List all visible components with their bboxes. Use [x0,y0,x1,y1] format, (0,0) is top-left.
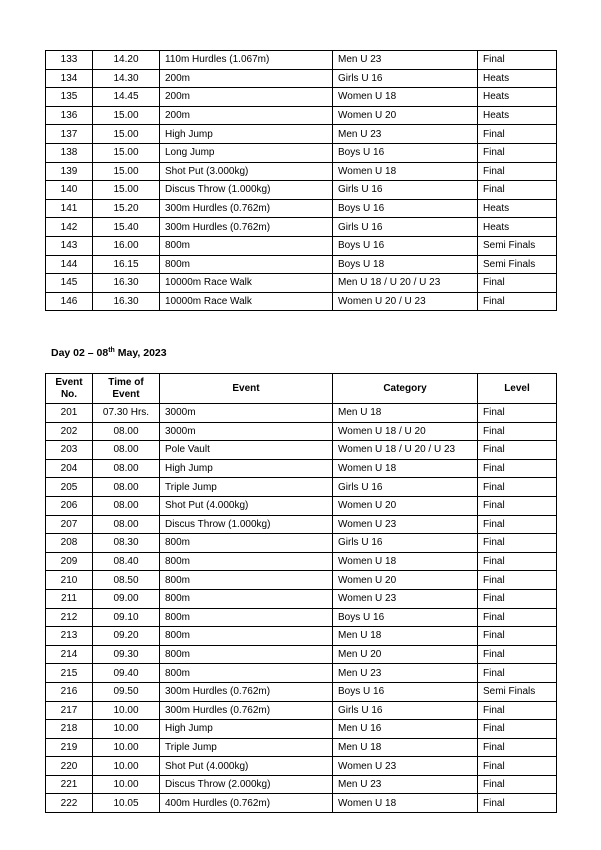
cell-level: Final [478,608,557,627]
cell-time: 08.00 [93,441,160,460]
cell-event-no: 219 [46,738,93,757]
cell-level: Semi Finals [478,236,557,255]
cell-event: 10000m Race Walk [160,292,333,311]
table-row [46,236,557,255]
table-row [46,571,557,590]
cell-category: Women U 20 / U 23 [333,292,478,311]
table-row [46,125,557,144]
cell-event-no: 137 [46,125,93,144]
cell-level: Final [478,757,557,776]
table-row [46,552,557,571]
cell-level: Final [478,181,557,200]
cell-event: Shot Put (4.000kg) [160,757,333,776]
cell-event-no: 207 [46,515,93,534]
cell-category: Boys U 16 [333,682,478,701]
cell-event: 800m [160,645,333,664]
cell-category: Girls U 16 [333,218,478,237]
table-row [46,106,557,125]
header-event-no-line1: Event [55,376,83,388]
table-row [46,496,557,515]
cell-level: Semi Finals [478,682,557,701]
table-row [46,88,557,107]
cell-level: Final [478,51,557,70]
cell-category: Men U 18 [333,627,478,646]
table-row [46,162,557,181]
schedule-table-day2-body [46,404,557,813]
table-row [46,627,557,646]
day2-heading-prefix: Day 02 – 08 [51,347,109,359]
cell-event-no: 134 [46,69,93,88]
cell-time: 08.00 [93,515,160,534]
cell-event-no: 206 [46,496,93,515]
table-row [46,534,557,553]
table-row [46,757,557,776]
cell-event: 10000m Race Walk [160,274,333,293]
table-row [46,255,557,274]
cell-time: 10.05 [93,794,160,813]
cell-level: Final [478,664,557,683]
cell-level: Final [478,496,557,515]
cell-category: Girls U 16 [333,181,478,200]
table-row [46,701,557,720]
table-row [46,218,557,237]
table-row [46,515,557,534]
table-row [46,775,557,794]
cell-time: 15.00 [93,162,160,181]
cell-event: 300m Hurdles (0.762m) [160,218,333,237]
table-row [46,181,557,200]
cell-event-no: 144 [46,255,93,274]
schedule-table-day1 [45,50,557,311]
cell-category: Women U 23 [333,589,478,608]
cell-time: 08.00 [93,496,160,515]
table-header [46,374,557,404]
cell-level: Heats [478,199,557,218]
cell-category: Women U 23 [333,515,478,534]
cell-category: Women U 18 [333,459,478,478]
cell-event: 300m Hurdles (0.762m) [160,701,333,720]
cell-category: Girls U 16 [333,478,478,497]
cell-level: Final [478,459,557,478]
cell-category: Men U 16 [333,720,478,739]
cell-category: Women U 18 [333,794,478,813]
cell-event: 800m [160,255,333,274]
cell-level: Final [478,552,557,571]
cell-category: Women U 18 / U 20 / U 23 [333,441,478,460]
cell-time: 10.00 [93,720,160,739]
header-level: Level [478,374,557,404]
cell-time: 07.30 Hrs. [93,404,160,423]
cell-event-no: 213 [46,627,93,646]
table-row [46,738,557,757]
cell-category: Men U 18 / U 20 / U 23 [333,274,478,293]
cell-event: Long Jump [160,143,333,162]
cell-event: 800m [160,236,333,255]
cell-event: 110m Hurdles (1.067m) [160,51,333,70]
cell-event-no: 205 [46,478,93,497]
cell-time: 08.40 [93,552,160,571]
cell-level: Final [478,701,557,720]
cell-event-no: 222 [46,794,93,813]
cell-category: Boys U 16 [333,199,478,218]
cell-level: Final [478,162,557,181]
cell-event-no: 217 [46,701,93,720]
cell-event: 300m Hurdles (0.762m) [160,682,333,701]
cell-event: High Jump [160,125,333,144]
cell-event-no: 204 [46,459,93,478]
cell-level: Final [478,292,557,311]
table-row [46,645,557,664]
cell-event: 300m Hurdles (0.762m) [160,199,333,218]
cell-event-no: 202 [46,422,93,441]
cell-category: Women U 18 / U 20 [333,422,478,441]
table-row [46,404,557,423]
cell-time: 09.40 [93,664,160,683]
cell-time: 16.30 [93,292,160,311]
cell-event: Discus Throw (1.000kg) [160,181,333,200]
cell-time: 08.50 [93,571,160,590]
cell-category: Women U 18 [333,162,478,181]
cell-event-no: 136 [46,106,93,125]
cell-event: 200m [160,88,333,107]
cell-level: Final [478,720,557,739]
table-row [46,441,557,460]
cell-category: Men U 23 [333,775,478,794]
header-time-line1: Time of [108,376,144,388]
cell-time: 08.00 [93,422,160,441]
cell-category: Boys U 16 [333,236,478,255]
cell-event-no: 138 [46,143,93,162]
table-row [46,51,557,70]
header-time-line2: Event [112,388,140,400]
cell-event-no: 141 [46,199,93,218]
cell-level: Final [478,534,557,553]
cell-level: Final [478,738,557,757]
table-row [46,720,557,739]
cell-level: Final [478,571,557,590]
cell-time: 15.00 [93,143,160,162]
cell-event-no: 145 [46,274,93,293]
day2-heading-suffix: May, 2023 [114,347,167,359]
cell-category: Women U 18 [333,552,478,571]
table-row [46,69,557,88]
cell-time: 10.00 [93,775,160,794]
cell-level: Final [478,422,557,441]
cell-category: Women U 20 [333,106,478,125]
table-row [46,459,557,478]
table-row [46,589,557,608]
cell-level: Final [478,645,557,664]
cell-event-no: 218 [46,720,93,739]
cell-category: Girls U 16 [333,701,478,720]
cell-event: 200m [160,69,333,88]
cell-event-no: 221 [46,775,93,794]
cell-event-no: 210 [46,571,93,590]
cell-category: Men U 23 [333,51,478,70]
cell-event: 3000m [160,404,333,423]
header-event: Event [160,374,333,404]
cell-event: Shot Put (4.000kg) [160,496,333,515]
cell-time: 16.00 [93,236,160,255]
cell-event: 800m [160,552,333,571]
cell-event: High Jump [160,720,333,739]
cell-level: Final [478,441,557,460]
schedule-table-day2 [45,373,557,813]
header-event-no-line2: No. [60,388,78,400]
cell-event-no: 133 [46,51,93,70]
cell-level: Final [478,143,557,162]
cell-level: Final [478,274,557,293]
cell-event-no: 220 [46,757,93,776]
cell-time: 09.00 [93,589,160,608]
table-row [46,199,557,218]
table-row [46,478,557,497]
cell-event: 800m [160,589,333,608]
cell-event-no: 203 [46,441,93,460]
cell-event-no: 211 [46,589,93,608]
cell-level: Final [478,515,557,534]
cell-event: Discus Throw (2.000kg) [160,775,333,794]
cell-time: 16.15 [93,255,160,274]
header-time [93,374,160,404]
cell-event: 3000m [160,422,333,441]
cell-category: Men U 20 [333,645,478,664]
day2-heading [51,347,167,359]
cell-event: Shot Put (3.000kg) [160,162,333,181]
cell-event: Pole Vault [160,441,333,460]
cell-time: 08.30 [93,534,160,553]
cell-level: Final [478,794,557,813]
cell-time: 14.45 [93,88,160,107]
cell-category: Boys U 16 [333,143,478,162]
cell-event-no: 209 [46,552,93,571]
cell-level: Heats [478,69,557,88]
cell-event-no: 139 [46,162,93,181]
table-row [46,292,557,311]
cell-level: Final [478,125,557,144]
header-row [46,374,557,404]
cell-time: 09.10 [93,608,160,627]
cell-event: Discus Throw (1.000kg) [160,515,333,534]
cell-category: Women U 18 [333,88,478,107]
table-row [46,608,557,627]
cell-level: Heats [478,218,557,237]
day2-heading-sup: th [108,347,115,354]
cell-level: Final [478,404,557,423]
cell-event-no: 201 [46,404,93,423]
cell-time: 09.20 [93,627,160,646]
cell-level: Final [478,627,557,646]
cell-time: 08.00 [93,478,160,497]
cell-time: 09.30 [93,645,160,664]
table-row [46,664,557,683]
cell-event: 800m [160,627,333,646]
cell-time: 10.00 [93,757,160,776]
cell-time: 16.30 [93,274,160,293]
table-row [46,274,557,293]
cell-time: 15.00 [93,181,160,200]
table-row [46,422,557,441]
cell-time: 15.20 [93,199,160,218]
cell-category: Women U 20 [333,571,478,590]
header-category: Category [333,374,478,404]
cell-event-no: 143 [46,236,93,255]
cell-category: Boys U 18 [333,255,478,274]
cell-time: 15.40 [93,218,160,237]
header-event-no [46,374,93,404]
cell-event-no: 216 [46,682,93,701]
cell-event: 800m [160,664,333,683]
cell-event: 800m [160,608,333,627]
cell-event-no: 212 [46,608,93,627]
cell-event: Triple Jump [160,478,333,497]
table-row [46,682,557,701]
cell-event-no: 146 [46,292,93,311]
cell-event-no: 140 [46,181,93,200]
cell-event-no: 214 [46,645,93,664]
cell-category: Women U 20 [333,496,478,515]
cell-event-no: 142 [46,218,93,237]
cell-event: Triple Jump [160,738,333,757]
table-row [46,794,557,813]
cell-category: Girls U 16 [333,534,478,553]
cell-event: 200m [160,106,333,125]
cell-event-no: 135 [46,88,93,107]
cell-category: Women U 23 [333,757,478,776]
cell-time: 10.00 [93,738,160,757]
cell-category: Girls U 16 [333,69,478,88]
cell-level: Final [478,775,557,794]
cell-event-no: 208 [46,534,93,553]
cell-time: 15.00 [93,106,160,125]
cell-event-no: 215 [46,664,93,683]
cell-category: Men U 23 [333,125,478,144]
cell-event: 800m [160,571,333,590]
cell-time: 09.50 [93,682,160,701]
schedule-table-day1-body [46,51,557,311]
cell-level: Heats [478,88,557,107]
cell-time: 15.00 [93,125,160,144]
cell-time: 14.30 [93,69,160,88]
cell-event: High Jump [160,459,333,478]
cell-level: Final [478,589,557,608]
cell-event: 800m [160,534,333,553]
cell-category: Men U 18 [333,738,478,757]
cell-category: Men U 18 [333,404,478,423]
cell-level: Final [478,478,557,497]
table-row [46,143,557,162]
cell-time: 08.00 [93,459,160,478]
cell-event: 400m Hurdles (0.762m) [160,794,333,813]
cell-category: Men U 23 [333,664,478,683]
cell-category: Boys U 16 [333,608,478,627]
cell-level: Heats [478,106,557,125]
cell-time: 14.20 [93,51,160,70]
cell-time: 10.00 [93,701,160,720]
cell-level: Semi Finals [478,255,557,274]
